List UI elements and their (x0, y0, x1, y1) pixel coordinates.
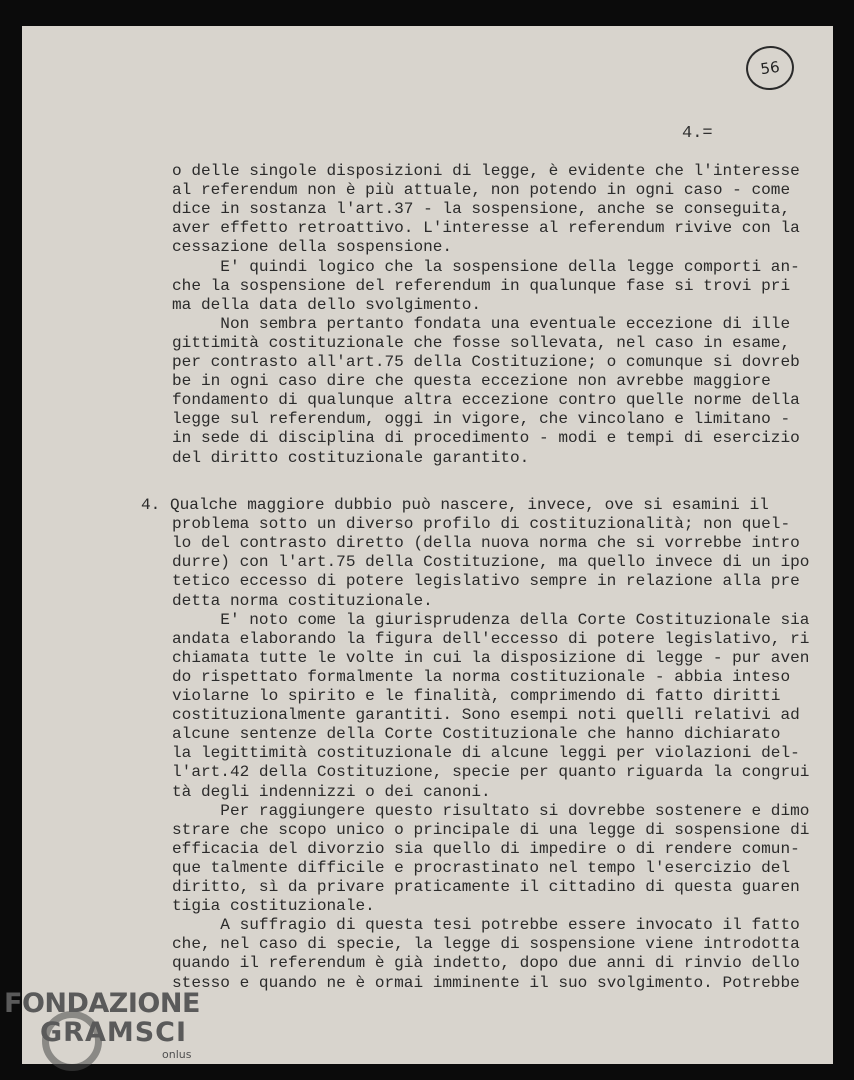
text-line: Per raggiungere questo risultato si dovrebbe sostenere e dimo (172, 801, 810, 820)
text-line: que talmente difficile e procrastinato nel tempo l'esercizio del (172, 858, 791, 877)
text-line: efficacia del divorzio sia quello di impedire o di rendere comun- (172, 839, 800, 858)
text-line: ma della data dello svolgimento. (172, 295, 482, 314)
text-line: legge sul referendum, oggi in vigore, che vincolano e limitano - (172, 410, 791, 429)
text-line: fondamento di qualunque altra eccezione contro quelle norme della (172, 391, 800, 410)
text-line: problema sotto un diverso profilo di costituzionalità; non quel- (172, 515, 791, 534)
text-line: la legittimità costituzionale di alcune leggi per violazioni del- (172, 744, 800, 763)
text-line: violarne lo spirito e le finalità, comprimendo di fatto diritti (172, 687, 781, 705)
text-line: detta norma costituzionale. (172, 591, 433, 610)
text-line: strare che scopo unico o principale di una legge di sospensione di (172, 820, 810, 839)
text-line: dice in sostanza l'art.37 - la sospensione, anche se conseguita, (172, 200, 791, 219)
text-line: costituzionalmente garantiti. Sono esempi noti quelli relativi ad (172, 706, 800, 725)
text-line: do rispettato formalmente la norma costituzionale - abbia inteso (172, 667, 791, 686)
sequence-number: 4.= (682, 124, 713, 143)
text-line: diritto, sì da privare praticamente il cittadino di questa guaren (172, 878, 800, 896)
text-line: cessazione della sospensione. (172, 238, 453, 257)
text-line: che, nel caso di specie, la legge di sospensione viene introdotta (172, 935, 800, 954)
text-line: tà degli indennizzi o dei canoni. (172, 782, 491, 801)
text-line: E' quindi logico che la sospensione della legge comporti an- (172, 257, 800, 276)
watermark-line2: GRAMSCI (40, 1017, 188, 1048)
text-line: lo del contrasto diretto (della nuova norma che si vorrebbe intro (172, 534, 800, 553)
text-line: andata elaborando la figura dell'eccesso di potere legislativo, ri (172, 629, 810, 648)
text-line: durre) con l'art.75 della Costituzione, ma quello invece di un ipo (172, 553, 810, 572)
text-line: aver effetto retroattivo. L'interesse al referendum rivive con la (172, 219, 800, 238)
fondazione-gramsci-watermark (4, 988, 214, 1078)
text-line: tigia costituzionale. (172, 897, 375, 916)
text-line: be in ogni caso dire che questa eccezione non avrebbe maggiore (172, 372, 771, 391)
text-line: del diritto costituzionale garantito. (172, 448, 530, 467)
text-line: stesso e quando ne è ormai imminente il suo svolgimento. Potrebbe (172, 973, 800, 992)
text-line: che la sospensione del referendum in qualunque fase si trovi pri (172, 276, 791, 295)
text-line: chiamata tutte le volte in cui la disposizione di legge - pur aven (172, 648, 810, 667)
text-line: in sede di disciplina di procedimento - modi e tempi di esercizio (172, 429, 800, 448)
text-line: quando il referendum è già indetto, dopo due anni di rinvio dello (172, 954, 800, 973)
text-line: alcune sentenze della Corte Costituzionale che hanno dichiarato (172, 725, 781, 744)
text-line: E' noto come la giurisprudenza della Corte Costituzionale sia (172, 610, 810, 629)
text-line: gittimità costituzionale che fosse sollevata, nel caso in esame, (172, 333, 791, 352)
text-line: al referendum non è più attuale, non potendo in ogni caso - come (172, 181, 791, 200)
text-line: A suffragio di questa tesi potrebbe essere invocato il fatto (172, 916, 800, 935)
text-line: per contrasto all'art.75 della Costituzione; o comunque si dovreb (172, 353, 800, 371)
text-line: Non sembra pertanto fondata una eventuale eccezione di ille (172, 314, 791, 333)
text-line: l'art.42 della Costituzione, specie per quanto riguarda la congrui (172, 763, 810, 782)
watermark-line3: onlus (162, 1048, 192, 1061)
text-line: tetico eccesso di potere legislativo sempre in relazione alla pre (172, 572, 800, 591)
page-marker-number: 56 (759, 57, 781, 79)
text-line: o delle singole disposizioni di legge, è evidente che l'interesse (172, 162, 800, 180)
watermark-line1: FONDAZIONE (4, 988, 200, 1019)
text-line: 4. Qualche maggiore dubbio può nascere, invece, ove si esamini il (141, 496, 769, 514)
